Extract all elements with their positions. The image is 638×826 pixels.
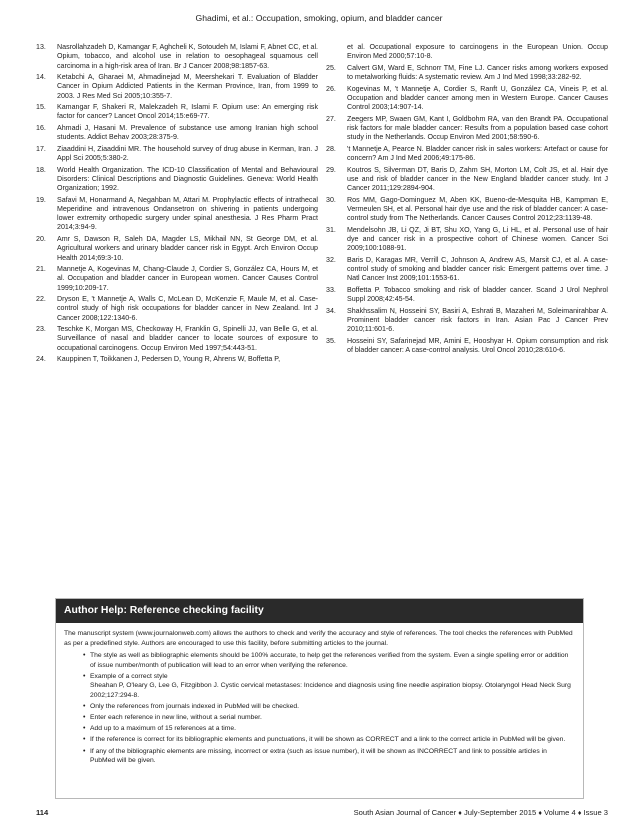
reference-number: 24. bbox=[36, 355, 46, 364]
reference-number: 20. bbox=[36, 234, 46, 243]
reference-item bbox=[36, 145, 318, 164]
reference-number: 22. bbox=[36, 295, 46, 304]
reference-number: 28. bbox=[326, 144, 336, 153]
reference-text: Boffetta P. Tobacco smoking and risk of bladder cancer. Scand J Urol Nephrol Suppl 2008;42:45-54. bbox=[347, 285, 608, 304]
reference-item bbox=[36, 43, 318, 71]
reference-number: 29. bbox=[326, 165, 336, 174]
reference-text: Nasrollahzadeh D, Kamangar F, Aghcheli K, Sotoudeh M, Islami F, Abnet CC, et al. Opium, tobacco, and alcohol use in relation to oesophageal squamous cell carcinoma in a high-risk area of Iran. Br J Cancer 2008;98:1857-63. bbox=[57, 43, 318, 70]
author-help-title: Author Help: Reference checking facility bbox=[56, 599, 583, 623]
reference-text: Amr S, Dawson R, Saleh DA, Magder LS, Mikhail NN, St George DM, et al. Agricultural workers and urinary bladder cancer risk in Egypt. Arch Environ Occup Health 2014;69:3-10. bbox=[57, 234, 318, 262]
reference-number: 13. bbox=[36, 43, 46, 51]
bullet-text: If any of the bibliographic elements are missing, incorrect or extra (such as issue number), it will be shown as INCORRECT and link to possible articles in PubMed will be given. bbox=[90, 747, 547, 765]
reference-number: 15. bbox=[36, 103, 46, 112]
reference-number: 31. bbox=[326, 225, 336, 234]
reference-text: 't Mannetje A, Pearce N. Bladder cancer risk in sales workers: Artefact or cause for concern? Am J Ind Med 2006;49:175-86. bbox=[347, 144, 608, 163]
reference-item bbox=[326, 307, 608, 335]
bullet-text: Only the references from journals indexed in PubMed will be checked. bbox=[90, 703, 299, 711]
reference-item bbox=[326, 166, 608, 194]
reference-column-right bbox=[326, 43, 608, 367]
page-footer bbox=[36, 808, 608, 817]
reference-item bbox=[326, 337, 608, 356]
reference-item bbox=[326, 196, 608, 224]
page-number: 114 bbox=[36, 808, 49, 817]
author-help-bullet bbox=[64, 713, 573, 723]
reference-item bbox=[326, 115, 608, 143]
reference-number bbox=[326, 43, 347, 62]
bullet-text: If the reference is correct for its bibliographic elements and punctuations, it will be shown as CORRECT and a link to the correct article in PubMed will be given. bbox=[90, 736, 566, 744]
reference-item bbox=[36, 196, 318, 233]
reference-text: Koutros S, Silverman DT, Baris D, Zahm SH, Morton LM, Colt JS, et al. Hair dye use and risk of bladder cancer in the New England bladder cancer study. Int J Cancer 2011;129:2894-904. bbox=[347, 165, 608, 193]
reference-number: 19. bbox=[36, 195, 46, 204]
reference-number: 17. bbox=[36, 144, 46, 153]
bullet-icon: • bbox=[83, 703, 86, 711]
reference-number: 18. bbox=[36, 165, 46, 174]
reference-item bbox=[326, 85, 608, 113]
separator-glyph: ♦ bbox=[577, 810, 582, 817]
author-help-bullets bbox=[64, 651, 573, 766]
bullet-text: Example of a correct style Sheahan P, O'leary G, Lee G, Fitzgibbon J. Cystic cervical metastases: Incidence and diagnosis using fine needle aspiration biopsy. Otolaryngol Head Neck Surg 2002;127:294-8. bbox=[90, 672, 571, 700]
reference-text: Kauppinen T, Toikkanen J, Pedersen D, Young R, Ahrens W, Boffetta P, bbox=[57, 355, 281, 364]
reference-text: Ziaaddini H, Ziaaddini MR. The household survey of drug abuse in Kerman, Iran. J Appl Sci 2005;5:380-2. bbox=[57, 144, 318, 163]
reference-text: Ahmadi J, Hasani M. Prevalence of substance use among Iranian high school students. Addict Behav 2003;28:375-9. bbox=[57, 123, 318, 142]
reference-number: 33. bbox=[326, 285, 336, 294]
reference-column-left bbox=[36, 43, 318, 367]
reference-text: Kogevinas M, 't Mannetje A, Cordier S, Ranft U, González CA, Vineis P, et al. Occupation and bladder cancer among men in Western Europe. Cancer Causes Control 2003;14:907-14. bbox=[347, 84, 608, 112]
reference-number: 23. bbox=[36, 325, 46, 334]
reference-number: 35. bbox=[326, 336, 336, 345]
bullet-text: The style as well as bibliographic elements should be 100% accurate, to help get the references verified from the system. Even a single spelling error or addition of issue number/month of publication will lead to an error when verifying the reference. bbox=[90, 652, 569, 669]
reference-item bbox=[36, 166, 318, 194]
reference-text: Ketabchi A, Gharaei M, Ahmadinejad M, Meershekari T. Evaluation of Bladder Cancer in Opium Addicted Patients in the Kerman Province, Iran, from 1999 to 2003. J Res Med Sci 2005;10:355-7. bbox=[57, 73, 318, 100]
reference-text: et al. Occupational exposure to carcinogens in the European Union. Occup Environ Med 2000;57:10-8. bbox=[347, 43, 608, 61]
reference-text: World Health Organization. The ICD-10 Classification of Mental and Behavioural Disorders: Clinical Descriptions and Diagnostic Guidelines. Geneva: World Health Organization; 1992. bbox=[57, 165, 318, 193]
bullet-icon: • bbox=[83, 672, 86, 680]
reference-text: Dryson E, 't Mannetje A, Walls C, McLean D, McKenzie F, Maule M, et al. Case-control study of high risk occupations for bladder cancer in New Zealand. Int J Cancer 2008;122:1340-6. bbox=[57, 295, 318, 322]
reference-text: Safavi M, Honarmand A, Negahban M, Attari M. Prophylactic effects of intrathecal Meperidine and intravenous Ondansetron on shivering in patients undergoing lower extremity orthopedic surgery under spinal anesthesia. J Res Pharm Pract 2014;3:94-9. bbox=[57, 195, 318, 232]
volume-number: Volume 4 bbox=[544, 808, 576, 817]
reference-item bbox=[36, 124, 318, 143]
reference-text: Mendelsohn JB, Li QZ, Ji BT, Shu XO, Yang G, Li HL, et al. Personal use of hair dye and cancer risk in a prospective cohort of Chinese women. Cancer Sci 2009;100:1088-91. bbox=[347, 225, 608, 253]
running-head: Ghadimi, et al.: Occupation, smoking, opium, and bladder cancer bbox=[195, 13, 443, 23]
reference-number: 32. bbox=[326, 255, 336, 264]
reference-text: Calvert GM, Ward E, Schnorr TM, Fine LJ. Cancer risks among workers exposed to metalworking fluids: A systematic review. Am J Ind Med 1998;33:282-92. bbox=[347, 63, 608, 82]
reference-item bbox=[36, 355, 318, 364]
reference-text: Baris D, Karagas MR, Verrill C, Johnson A, Andrew AS, Marsit CJ, et al. A case-control study of smoking and bladder cancer risk: Emergent patterns over time. J Natl Cancer Inst 2009;101:1553-61. bbox=[347, 255, 608, 283]
reference-number: 14. bbox=[36, 73, 46, 82]
reference-number: 26. bbox=[326, 84, 336, 93]
issue-date: July-September 2015 bbox=[464, 808, 537, 817]
reference-text: Kamangar F, Shakeri R, Malekzadeh R, Islami F. Opium use: An emerging risk factor for cancer? Lancet Oncol 2014;15:e69-77. bbox=[57, 103, 318, 121]
reference-text: Ros MM, Gago-Dominguez M, Aben KK, Bueno-de-Mesquita HB, Kampman E, Vermeulen SH, et al. Personal hair dye use and the risk of bladder cancer: A case-control study from The Netherlands. Cancer Causes Control 2012;23:1139-48. bbox=[347, 195, 608, 223]
reference-text: Shakhssalim N, Hosseini SY, Basiri A, Eshrati B, Mazaheri M, Soleimanirahbar A. Prominent bladder cancer risk factors in Iran. Asian Pac J Cancer Prev 2010;11:601-6. bbox=[347, 306, 608, 334]
author-help-bullet bbox=[64, 724, 573, 734]
reference-item bbox=[326, 256, 608, 284]
separator-glyph: ♦ bbox=[458, 810, 462, 817]
bullet-text: Add up to a maximum of 15 references at a time. bbox=[90, 725, 236, 733]
reference-number: 34. bbox=[326, 306, 336, 315]
separator-glyph: ♦ bbox=[538, 810, 542, 817]
author-help-bullet bbox=[64, 735, 573, 745]
reference-text: Zeegers MP, Swaen GM, Kant I, Goldbohm RA, van den Brandt PA. Occupational risk factors for male bladder cancer: Results from a population based case cohort study in the Netherlands. Occup Environ Med 2001;58:590-6. bbox=[347, 114, 608, 142]
author-help-body bbox=[56, 623, 583, 766]
bullet-text: Enter each reference in new line, without a serial number. bbox=[90, 714, 262, 722]
bullet-icon: • bbox=[83, 714, 86, 722]
reference-item bbox=[36, 235, 318, 263]
reference-number: 21. bbox=[36, 265, 46, 274]
bullet-icon: • bbox=[83, 725, 86, 733]
author-help-bullet bbox=[64, 702, 573, 712]
author-help-intro: The manuscript system (www.journalonweb.com) allows the authors to check and verify the accuracy and style of references. The tool checks the references with PubMed as per a predefined style. Authors are encouraged to use this facility, before submitting articles to the journal. bbox=[64, 630, 573, 647]
reference-item bbox=[36, 295, 318, 323]
author-help-bullet bbox=[64, 747, 573, 766]
bullet-icon: • bbox=[83, 747, 86, 755]
bullet-icon: • bbox=[83, 736, 86, 744]
journal-name: South Asian Journal of Cancer bbox=[353, 808, 457, 817]
reference-item bbox=[36, 265, 318, 293]
reference-text: Teschke K, Morgan MS, Checkoway H, Franklin G, Spinelli JJ, van Belle G, et al. Surveillance of nasal and bladder cancer to locate sources of exposure to occupational carcinogens. Occup Environ Med 1997;54:443-51. bbox=[57, 325, 318, 352]
reference-text: Hosseini SY, Safarinejad MR, Amini E, Hooshyar H. Opium consumption and risk of bladder cancer: A case-control analysis. Urol Oncol 2010;28:610-6. bbox=[347, 336, 608, 354]
reference-item bbox=[326, 226, 608, 254]
journal-info bbox=[354, 808, 608, 817]
author-help-box bbox=[55, 598, 584, 799]
author-help-bullet bbox=[64, 651, 573, 670]
reference-item bbox=[36, 325, 318, 353]
reference-number: 30. bbox=[326, 195, 336, 204]
reference-item bbox=[326, 145, 608, 164]
author-help-bullet bbox=[64, 672, 573, 701]
reference-number: 25. bbox=[326, 63, 336, 72]
reference-list bbox=[36, 43, 608, 367]
reference-item bbox=[36, 73, 318, 101]
reference-item bbox=[36, 103, 318, 122]
reference-text: Mannetje A, Kogevinas M, Chang-Claude J, Cordier S, González CA, Hours M, et al. Occupation and bladder cancer in European women. Cancer Causes Control 1999;10:209-17. bbox=[57, 265, 318, 292]
reference-item bbox=[326, 286, 608, 305]
reference-number: 27. bbox=[326, 114, 336, 123]
issue-number: Issue 3 bbox=[583, 808, 608, 817]
bullet-icon: • bbox=[83, 652, 86, 660]
reference-item bbox=[326, 64, 608, 83]
reference-number: 16. bbox=[36, 123, 46, 132]
reference-item bbox=[326, 43, 608, 62]
